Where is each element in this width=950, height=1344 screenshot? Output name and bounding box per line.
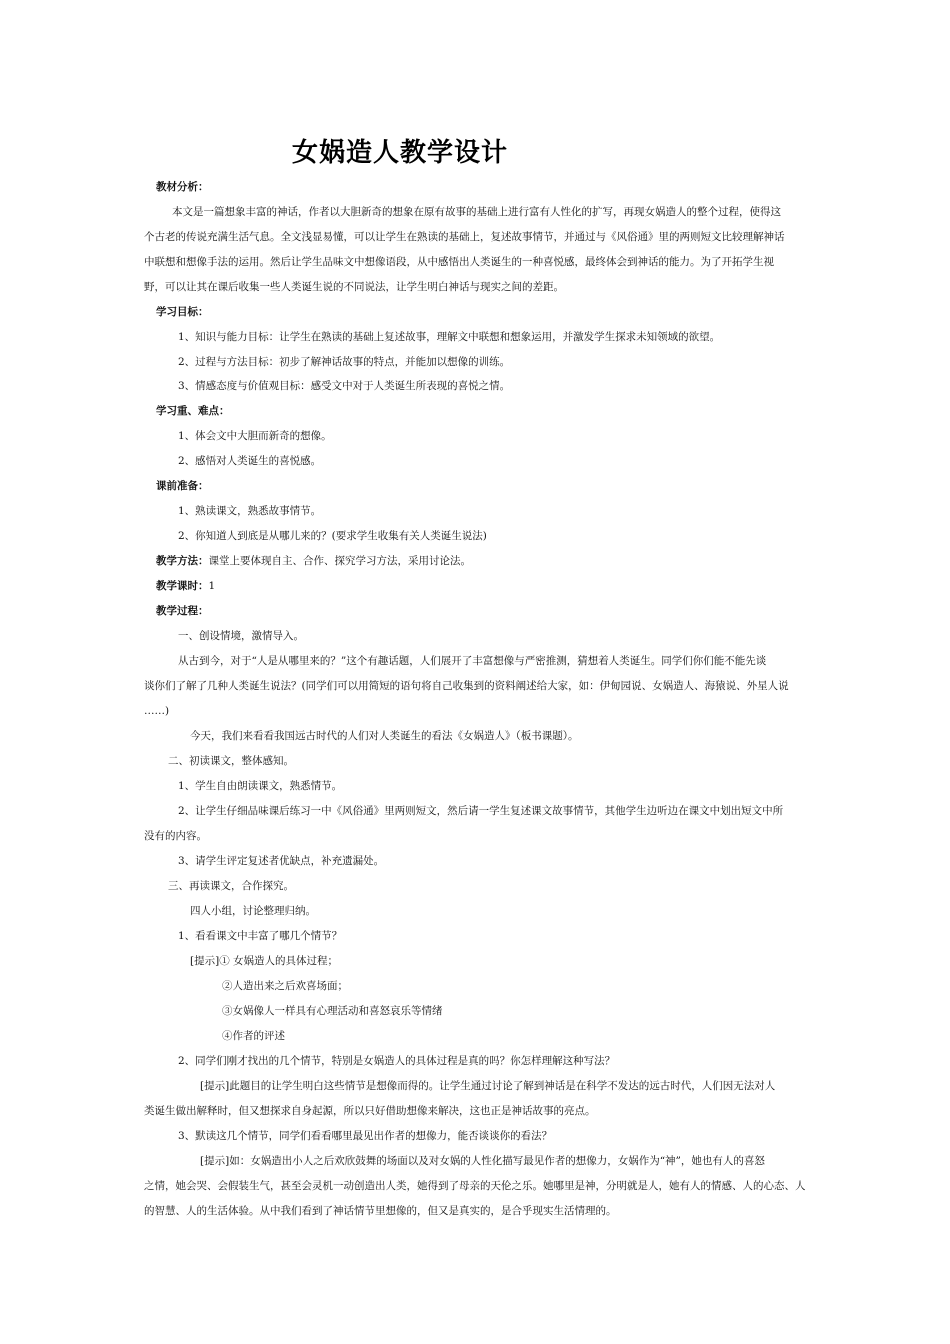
process-step-heading: 三、再读课文，合作探究。 (168, 880, 294, 892)
process-step-heading: 二、初读课文，整体感知。 (168, 755, 294, 767)
teaching-hours-label: 教学课时： (156, 580, 209, 592)
section-heading-preparation: 课前准备： (156, 480, 209, 492)
paragraph-line: 没有的内容。 (144, 830, 207, 842)
list-item: 1、学生自由朗读课文，熟悉情节。 (178, 780, 343, 792)
section-heading-key-points: 学习重、难点： (156, 405, 230, 417)
teaching-hours (156, 579, 215, 593)
hint-line: 类诞生做出解释时，但又想探求自身起源，所以只好借助想像来解决，这也正是神话故事的亮点。 (144, 1105, 596, 1117)
document-title: 女娲造人教学设计 (291, 138, 508, 168)
hint-line: ④作者的评述 (222, 1030, 285, 1042)
list-item: 3、请学生评定复述者优缺点，补充遗漏处。 (178, 855, 385, 867)
list-item: 2、同学们刚才找出的几个情节，特别是女娲造人的具体过程是真的吗？你怎样理解这种写法？ (178, 1055, 616, 1067)
hint-line: 的智慧、人的生活体验。从中我们看到了神话情节里想像的，但又是真实的，是合乎现实生活情理的。 (144, 1205, 617, 1217)
paragraph-line: 中联想和想像手法的运用。然后让学生品味文中想像语段，从中感悟出人类诞生的一种喜悦感，最终体会到神话的能力。为了开拓学生视 (144, 256, 774, 268)
list-item: 1、知识与能力目标：让学生在熟读的基础上复述故事，理解文中联想和想象运用，并激发学生探求未知领域的欲望。 (178, 331, 721, 343)
list-item: 2、感悟对人类诞生的喜悦感。 (178, 455, 322, 467)
paragraph-line: 今天，我们来看看我国远古时代的人们对人类诞生的看法《女娲造人》（板书课题）。 (190, 730, 579, 742)
section-heading-analysis: 教材分析： (156, 181, 209, 193)
hint-line: ②人造出来之后欢喜场面； (222, 980, 348, 992)
process-step-heading: 一、创设情境，激情导入。 (178, 630, 304, 642)
list-item: 1、看看课文中丰富了哪几个情节？ (178, 930, 343, 942)
hint-line: 之情，她会哭、会假装生气，甚至会灵机一动创造出人类，她得到了母亲的天伦之乐。她哪里是神，分明就是人，她有人的情感、人的心态、人 (144, 1180, 806, 1192)
paragraph-line: 四人小组，讨论整理归纳。 (190, 905, 316, 917)
list-item: 2、过程与方法目标：初步了解神话故事的特点，并能加以想像的训练。 (178, 356, 511, 368)
list-item: 2、你知道人到底是从哪儿来的？(要求学生收集有关人类诞生说法) (178, 530, 487, 542)
paragraph-line: 谈你们了解了几种人类诞生说法？(同学们可以用简短的语句将自己收集到的资料阐述给大家，如：伊甸园说、女娲造人、海猿说、外星人说 (144, 680, 789, 692)
list-item: 1、体会文中大胆而新奇的想像。 (178, 430, 332, 442)
list-item: 3、默读这几个情节，同学们看看哪里最见出作者的想像力，能否谈谈你的看法？ (178, 1130, 553, 1142)
hint-line: ③女娲像人一样具有心理活动和喜怒哀乐等情绪 (222, 1005, 443, 1017)
paragraph-line: 本文是一篇想象丰富的神话，作者以大胆新奇的想象在原有故事的基础上进行富有人性化的扩写，再现女娲造人的整个过程，使得这 (172, 206, 781, 218)
paragraph-line: 个古老的传说充满生活气息。全文浅显易懂，可以让学生在熟读的基础上，复述故事情节，并通过与《风俗通》里的两则短文比较理解神话 (144, 231, 785, 243)
list-item: 3、情感态度与价值观目标：感受文中对于人类诞生所表现的喜悦之情。 (178, 380, 511, 392)
hint-line: [提示]如：女娲造出小人之后欢欣鼓舞的场面以及对女娲的人性化描写最见作者的想像力，女娲作为“神”，她也有人的喜怒 (200, 1155, 765, 1167)
hint-line: [提示]① 女娲造人的具体过程； (190, 955, 339, 967)
hint-line: [提示]此题目的让学生明白这些情节是想像而得的。让学生通过讨论了解到神话是在科学不发达的远古时代，人们因无法对人 (200, 1080, 776, 1092)
teaching-hours-value: 1 (208, 580, 216, 592)
list-item: 1、熟读课文，熟悉故事情节。 (178, 505, 322, 517)
paragraph-line: 2、让学生仔细品味课后练习一中《风俗通》里两则短文，然后请一学生复述课文故事情节，其他学生边听边在课文中划出短文中所 (178, 805, 784, 817)
paragraph-line: 从古到今，对于“人是从哪里来的？”这个有趣话题，人们展开了丰富想像与严密推测，猜想着人类诞生。同学们你们能不能先谈 (178, 655, 767, 667)
teaching-method-text: 课堂上要体现自主、合作、探究学习方法，采用讨论法。 (208, 555, 471, 567)
section-heading-process: 教学过程： (156, 605, 209, 617)
teaching-method-label: 教学方法： (156, 555, 209, 567)
paragraph-line: ……) (144, 705, 170, 717)
teaching-method (156, 554, 471, 568)
section-heading-goals: 学习目标： (156, 306, 209, 318)
paragraph-line: 野，可以让其在课后收集一些人类诞生说的不同说法，让学生明白神话与现实之间的差距。 (144, 281, 564, 293)
